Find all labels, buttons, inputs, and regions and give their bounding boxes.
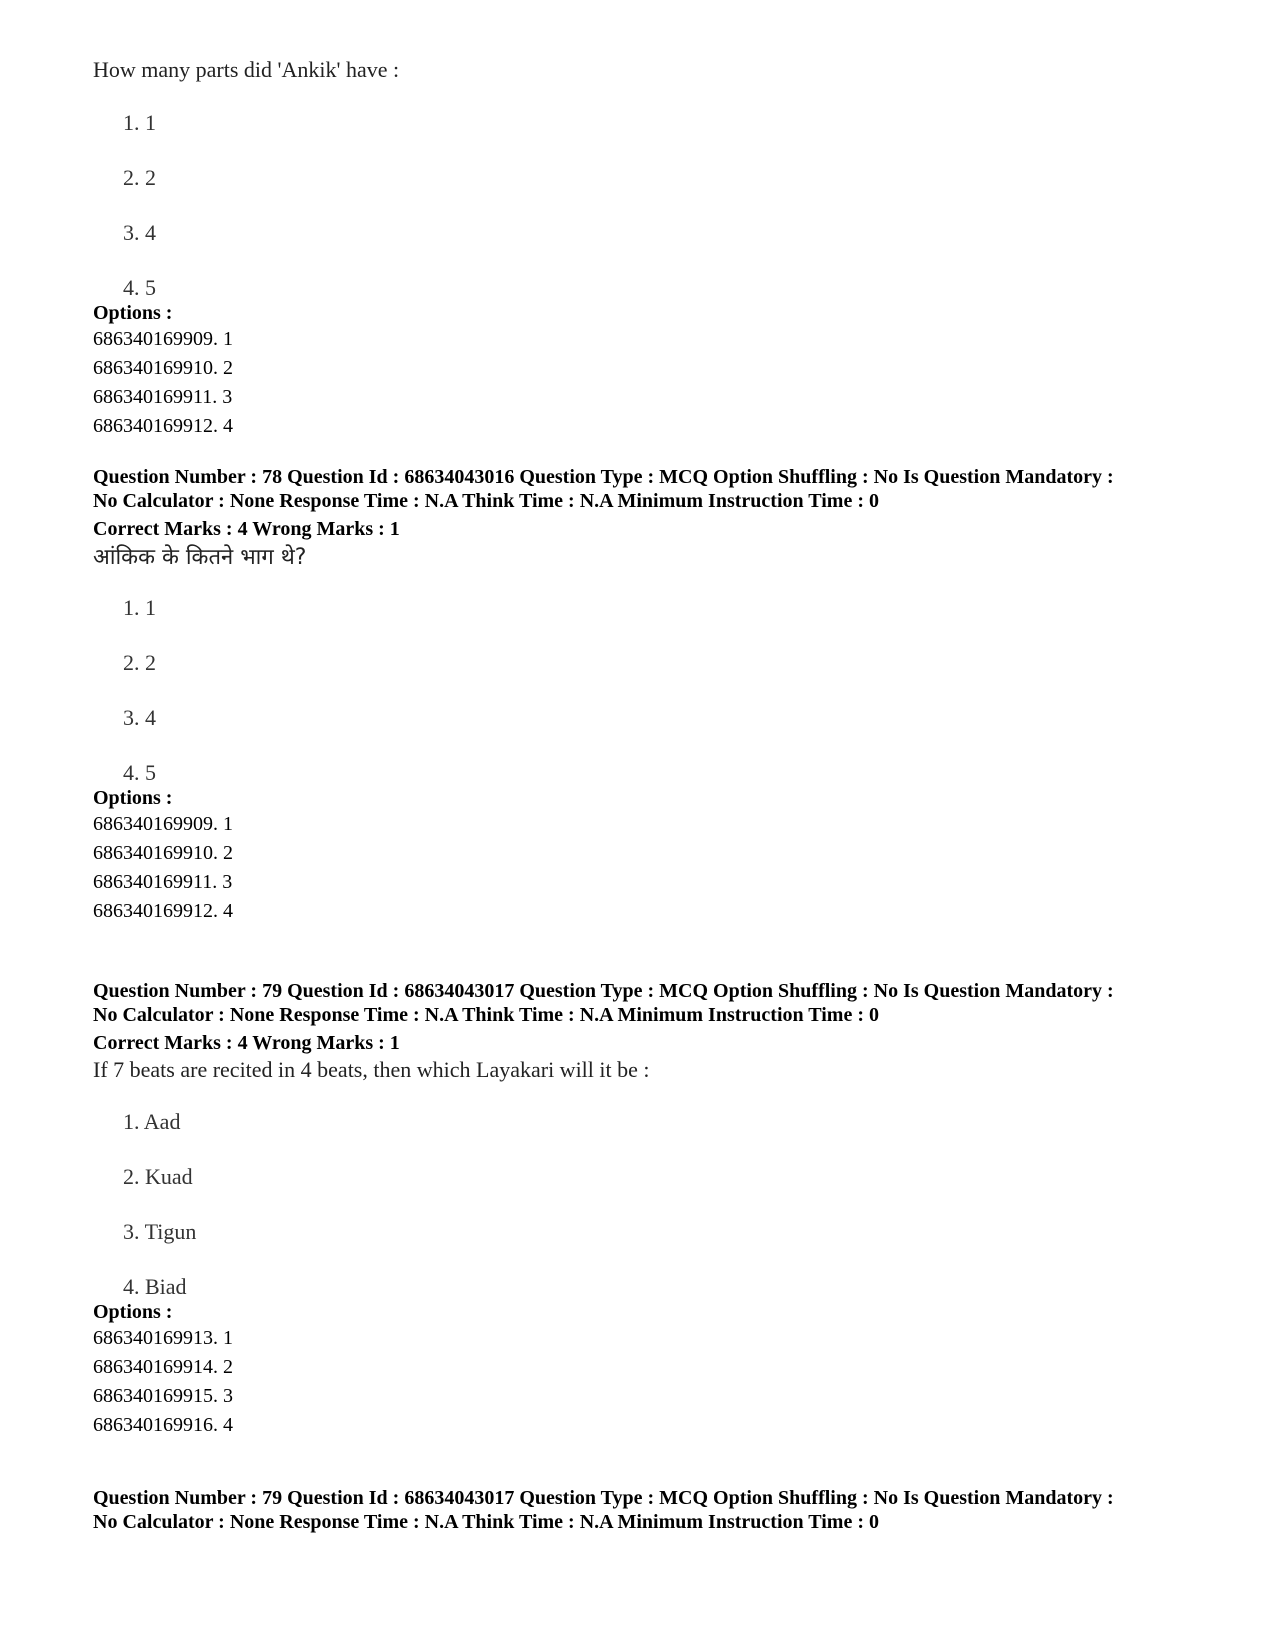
question-meta-line: Question Number : 79 Question Id : 68634043017 Question Type : MCQ Option Shuffling : No Is Question Mandatory : xyxy=(93,1487,1114,1509)
options-list xyxy=(93,1324,1203,1440)
option-id-row: 686340169909. 1 xyxy=(93,813,233,835)
choice-item: 2. 2 xyxy=(123,165,156,190)
question-meta-line: Question Number : 79 Question Id : 68634043017 Question Type : MCQ Option Shuffling : No Is Question Mandatory : xyxy=(93,980,1114,1002)
question-block-79 xyxy=(93,979,1203,1440)
marks-line: Correct Marks : 4 Wrong Marks : 1 xyxy=(93,518,400,540)
option-id-row: 686340169916. 4 xyxy=(93,1414,233,1436)
option-id-row: 686340169910. 2 xyxy=(93,842,233,864)
option-id-row: 686340169912. 4 xyxy=(93,415,233,437)
question-text: आंकिक के कितने भाग थे? xyxy=(93,545,307,570)
option-id-row: 686340169911. 3 xyxy=(93,386,233,408)
question-meta-line: Question Number : 78 Question Id : 68634043016 Question Type : MCQ Option Shuffling : No Is Question Mandatory : xyxy=(93,466,1114,488)
question-block-79-repeat xyxy=(93,1486,1203,1534)
options-list xyxy=(93,325,1203,441)
choice-item: 3. 4 xyxy=(123,220,156,245)
options-label: Options : xyxy=(93,302,173,324)
choice-list xyxy=(93,110,1203,301)
choice-item: 2. Kuad xyxy=(123,1164,193,1189)
option-id-row: 686340169913. 1 xyxy=(93,1327,233,1349)
options-list xyxy=(93,810,1203,926)
question-meta-line: No Calculator : None Response Time : N.A Think Time : N.A Minimum Instruction Time : 0 xyxy=(93,1004,879,1026)
question-meta-line: No Calculator : None Response Time : N.A Think Time : N.A Minimum Instruction Time : 0 xyxy=(93,1511,879,1533)
choice-item: 1. 1 xyxy=(123,110,156,135)
choice-item: 1. Aad xyxy=(123,1109,181,1134)
question-text: How many parts did 'Ankik' have : xyxy=(93,57,400,82)
choice-item: 4. Biad xyxy=(123,1274,187,1299)
choice-item: 4. 5 xyxy=(123,760,156,785)
option-id-row: 686340169914. 2 xyxy=(93,1356,233,1378)
choice-item: 3. Tigun xyxy=(123,1219,197,1244)
question-meta-line: No Calculator : None Response Time : N.A Think Time : N.A Minimum Instruction Time : 0 xyxy=(93,490,879,512)
marks-line: Correct Marks : 4 Wrong Marks : 1 xyxy=(93,1032,400,1054)
option-id-row: 686340169911. 3 xyxy=(93,871,233,893)
options-label: Options : xyxy=(93,787,173,809)
question-text: If 7 beats are recited in 4 beats, then which Layakari will it be : xyxy=(93,1057,650,1082)
option-id-row: 686340169910. 2 xyxy=(93,357,233,379)
choice-item: 2. 2 xyxy=(123,650,156,675)
question-block-78 xyxy=(93,465,1203,926)
option-id-row: 686340169915. 3 xyxy=(93,1385,233,1407)
choice-list xyxy=(93,595,1203,786)
option-id-row: 686340169912. 4 xyxy=(93,900,233,922)
choice-item: 3. 4 xyxy=(123,705,156,730)
choice-list xyxy=(93,1109,1203,1300)
options-label: Options : xyxy=(93,1301,173,1323)
option-id-row: 686340169909. 1 xyxy=(93,328,233,350)
choice-item: 1. 1 xyxy=(123,595,156,620)
question-block-77 xyxy=(93,57,1203,441)
choice-item: 4. 5 xyxy=(123,275,156,300)
